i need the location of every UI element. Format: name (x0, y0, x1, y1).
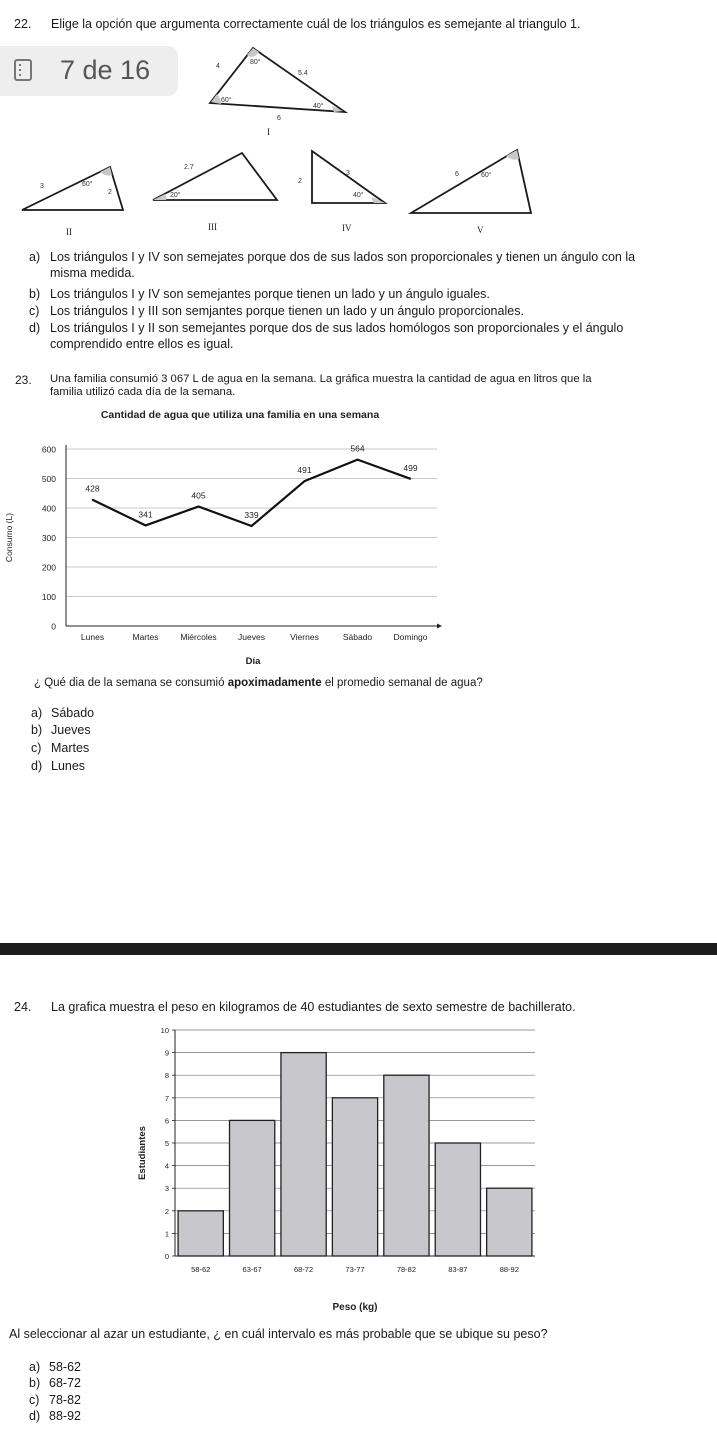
triangle-figure-2 (18, 155, 133, 237)
triangle-1-side-a: 4 (216, 63, 220, 70)
q23-question-pre: ¿ Qué dia de la semana se consumió (34, 677, 228, 689)
line-chart-data-label: 491 (297, 465, 312, 476)
triangle-figure-5 (405, 145, 540, 235)
triangle-1-side-b: 5.4 (298, 70, 308, 77)
page-counter-text: 7 de 16 (60, 55, 151, 85)
bar-chart-ytick-label: 2 (164, 1206, 169, 1216)
bar-chart-bar (178, 1211, 223, 1256)
bar-chart-ytick-label: 10 (160, 1026, 169, 1035)
q24-option-a[interactable] (29, 1360, 81, 1376)
line-chart-xtick-label: Domingo (393, 632, 428, 642)
q23-option-b[interactable] (31, 723, 91, 739)
line-chart-ytick-label: 600 (41, 444, 56, 455)
bar-chart-bar (332, 1098, 377, 1256)
q23-option-c-text: Martes (51, 741, 90, 755)
q24-question: Al seleccionar al azar un estudiante, ¿ en cuál intervalo es más probable que se ubique su peso? (9, 1327, 548, 1341)
line-chart-data-label: 499 (403, 462, 418, 473)
triangle-2-angle-label: 60° (82, 181, 93, 188)
q23-option-c-letter: c) (31, 741, 42, 755)
triangle-figure-4 (290, 145, 400, 235)
triangle-1-angle-left-label: 60° (221, 97, 232, 104)
bar-chart-bar (384, 1075, 429, 1256)
triangle-4-label: IV (342, 223, 352, 233)
q22-option-d-text: Los triángulos I y II son semejantes porque dos de sus lados homólogos son proporcionales y el ángulo (50, 321, 624, 335)
q24-option-b[interactable] (29, 1376, 81, 1392)
bar-chart-ytick-label: 3 (164, 1184, 169, 1194)
q23-option-d-letter: d) (31, 759, 43, 773)
q23-option-b-text: Jueves (51, 723, 91, 737)
line-chart-point (304, 480, 306, 482)
triangle-4-shape (312, 151, 385, 203)
triangle-5-label: V (477, 225, 484, 235)
bar-chart-xlabel: Peso (kg) (332, 1302, 378, 1313)
q22-option-b-text: Los triángulos I y IV son semejantes porque tienen un lado y un ángulo iguales. (50, 287, 490, 301)
triangle-3-angle (153, 194, 166, 200)
q23-option-a[interactable] (31, 706, 94, 722)
triangle-figure-1 (195, 40, 355, 140)
line-chart-ytick-label: 100 (41, 592, 56, 602)
bar-chart-bar (435, 1143, 480, 1256)
q24-option-c[interactable] (29, 1393, 81, 1409)
triangle-5-side: 6 (455, 171, 459, 178)
q22-option-a-text-cont: misma medida. (50, 265, 135, 280)
line-chart-xtick-label: Jueves (238, 632, 265, 642)
bar-chart-ytick-label: 9 (164, 1048, 169, 1058)
triangle-3-label: III (208, 222, 217, 232)
bar-chart-ylabel: Estudiantes (137, 1126, 148, 1180)
q24-option-a-letter: a) (29, 1360, 41, 1374)
line-chart-x-arrow (437, 624, 442, 629)
bar-chart-bar (487, 1188, 532, 1256)
bar-chart-bar (230, 1120, 275, 1256)
line-chart-ytick-label: 200 (41, 562, 56, 573)
line-chart-xlabel: Día (245, 656, 261, 667)
triangle-1-angle-top-label: 80° (250, 59, 261, 66)
q22-option-c[interactable] (29, 304, 524, 320)
q22-option-b[interactable] (29, 287, 490, 303)
line-chart-ytick-label: 500 (41, 474, 56, 484)
triangle-4-side-b: 3 (346, 170, 350, 177)
line-chart-ylabel: Consumo (L) (4, 512, 14, 563)
q22-option-a-letter: a) (29, 250, 41, 264)
q22-option-d-letter: d) (29, 321, 41, 335)
line-chart-data-label: 428 (85, 483, 100, 494)
triangle-2-label: II (66, 227, 72, 237)
bar-chart-bar (281, 1053, 326, 1256)
triangle-5-angle-label: 60° (481, 172, 492, 179)
q24-option-d[interactable] (29, 1409, 81, 1425)
q24-option-d-letter: d) (29, 1409, 41, 1423)
page-divider (0, 943, 717, 955)
q23-question-post: el promedio semanal de agua? (321, 677, 483, 689)
q22-option-c-letter: c) (29, 304, 40, 318)
line-chart-title: Cantidad de agua que utiliza una familia en una semana (100, 409, 380, 421)
q24-option-d-text: 88-92 (49, 1409, 81, 1423)
line-chart-xtick-label: Miércoles (180, 632, 217, 642)
line-chart-point (145, 525, 147, 527)
line-chart-ytick-label: 300 (41, 533, 56, 543)
q23-option-a-text: Sábado (51, 706, 95, 720)
q23-statement-line1: Una familia consumió 3 067 L de agua en la semana. La gráfica muestra la cantidad de agua en litros que la (50, 373, 592, 385)
triangle-2-side-a: 3 (40, 183, 44, 190)
q24-option-a-text: 58-62 (49, 1360, 81, 1374)
q23-question (34, 677, 483, 689)
line-chart-point (251, 525, 253, 527)
pages-icon (14, 59, 32, 81)
water-line-chart (0, 400, 460, 675)
q24-option-b-letter: b) (29, 1376, 41, 1390)
line-chart-data-label: 564 (350, 443, 365, 454)
q23-question-bold: apoximadamente (227, 677, 322, 689)
bar-chart-xtick-label: 68-72 (293, 1265, 314, 1274)
triangle-4-angle-label: 40° (353, 192, 364, 199)
q23-statement (50, 373, 592, 399)
triangle-4-side-a: 2 (298, 178, 302, 185)
q22-option-b-letter: b) (29, 287, 41, 301)
q22-option-d-text-cont: comprendido entre ellos es igual. (50, 336, 234, 351)
triangle-1-label: I (267, 127, 270, 137)
bar-chart-ytick-label: 0 (164, 1252, 169, 1261)
triangle-1-side-c: 6 (277, 115, 281, 122)
q24-option-b-text: 68-72 (49, 1376, 81, 1390)
page-counter[interactable] (0, 46, 178, 96)
q22-statement: Elige la opción que argumenta correctamente cuál de los triángulos es semejante al triangulo 1. (51, 17, 581, 31)
q22-option-c-text: Los triángulos I y III son semjantes porque tienen un lado y un ángulo proporcionales. (50, 304, 524, 318)
line-chart-point (92, 499, 94, 501)
triangle-2-side-b: 2 (108, 189, 112, 196)
weight-bar-chart (120, 1020, 560, 1318)
q22-option-a[interactable] (29, 250, 699, 281)
bar-chart-ytick-label: 7 (164, 1093, 169, 1103)
q23-option-a-letter: a) (31, 706, 43, 720)
triangle-3-angle-label: 20° (170, 192, 181, 199)
line-chart-point (410, 478, 412, 480)
bar-chart-ytick-label: 5 (164, 1139, 169, 1148)
q22-number: 22. (14, 17, 32, 31)
q23-option-b-letter: b) (31, 723, 43, 737)
bar-chart-xtick-label: 83-87 (448, 1265, 468, 1274)
bar-chart-ytick-label: 1 (164, 1229, 169, 1239)
line-chart-point (357, 459, 359, 461)
triangle-5-shape (411, 150, 531, 213)
bar-chart-xtick-label: 58-62 (191, 1265, 211, 1274)
q23-number: 23. (15, 373, 32, 387)
line-chart-ytick-label: 0 (51, 621, 56, 632)
bar-chart-ytick-label: 6 (164, 1116, 169, 1126)
q22-option-d[interactable] (29, 321, 699, 352)
line-chart-ytick-label: 400 (41, 503, 56, 514)
q24-statement: La grafica muestra el peso en kilogramos de 40 estudiantes de sexto semestre de bachillerato. (51, 1000, 576, 1014)
line-chart-xtick-label: Viernes (290, 632, 319, 642)
q24-option-c-text: 78-82 (49, 1393, 81, 1407)
bar-chart-ytick-label: 4 (164, 1161, 169, 1171)
bar-chart-xtick-label: 73-77 (345, 1265, 365, 1274)
line-chart-data-label: 341 (138, 509, 153, 520)
triangle-3-side: 2.7 (184, 164, 194, 171)
q23-option-d-text: Lunes (51, 759, 86, 773)
line-chart-data-label: 339 (244, 509, 259, 520)
bar-chart-xtick-label: 88-92 (499, 1265, 519, 1274)
bar-chart-xtick-label: 78-82 (396, 1265, 417, 1274)
q23-option-d[interactable] (31, 759, 85, 775)
bar-chart-ytick-label: 8 (164, 1071, 169, 1081)
line-chart-point (198, 506, 200, 508)
bar-chart-xtick-label: 63-67 (242, 1265, 262, 1274)
line-chart-xtick-label: Lunes (80, 632, 105, 642)
line-chart-xtick-label: Martes (132, 632, 159, 642)
line-chart-xtick-label: Sábado (342, 632, 373, 642)
line-chart-data-label: 405 (191, 490, 206, 501)
q24-number: 24. (14, 1000, 32, 1014)
q23-option-c[interactable] (31, 741, 89, 757)
q24-option-c-letter: c) (29, 1393, 40, 1407)
q23-statement-line2: familia utilizó cada día de la semana. (50, 386, 236, 398)
triangle-figure-3 (150, 150, 285, 235)
triangle-1-angle-right-label: 40° (313, 103, 324, 110)
q22-option-a-text: Los triángulos I y IV son semejates porque dos de sus lados son proporcionales y tienen un ángulo con la (50, 250, 636, 264)
